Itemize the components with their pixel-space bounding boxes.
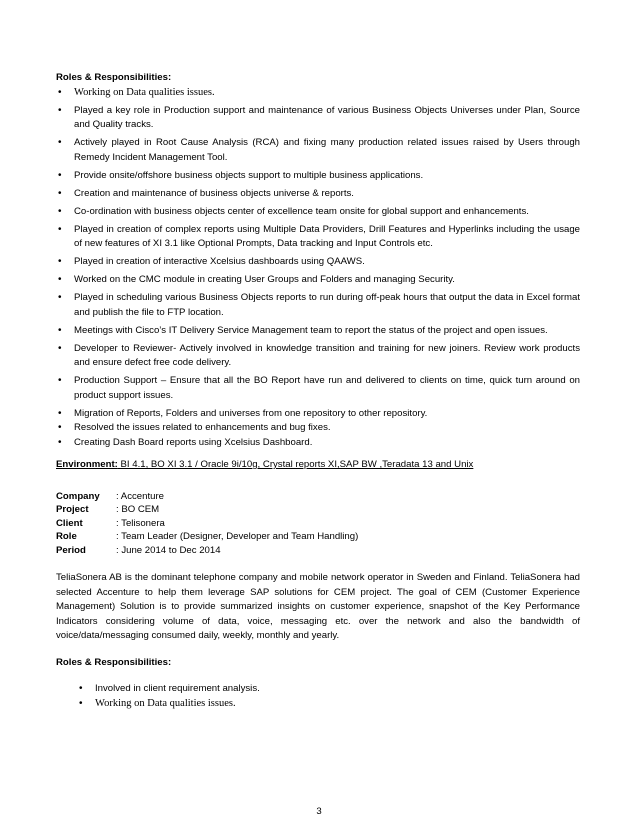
- list-item-text: Played in creation of interactive Xcelsius dashboards using QAAWS.: [74, 256, 365, 267]
- list-item-text: Creating Dash Board reports using Xcelsius Dashboard.: [74, 436, 313, 448]
- list-item: [56, 407, 580, 422]
- list-item-text: Played in creation of complex reports using Multiple Data Providers, Drill Features and Hyperlinks including the usage of new features of XI 3.1 like Optional Prompts, Data tracking and Input Controls etc.: [74, 223, 580, 249]
- bullet-icon: •: [58, 137, 62, 148]
- bullet-icon: •: [58, 205, 62, 217]
- list-item-text: Migration of Reports, Folders and universes from one repository to other repository.: [74, 407, 428, 419]
- list-item-text: Played in scheduling various Business Objects reports to run during off-peak hours that output the data in Excel format and publish the file to FTP location.: [74, 292, 580, 318]
- info-row: [56, 530, 580, 544]
- list-item: [77, 682, 580, 697]
- list-item: [56, 136, 580, 165]
- environment-label: Environment:: [56, 459, 118, 470]
- bullet-icon: •: [58, 292, 62, 303]
- list-item: [56, 86, 580, 101]
- list-item-text: Production Support – Ensure that all the BO Report have run and delivered to clients on time, quick turn around on product support issues.: [74, 375, 580, 401]
- list-item: [56, 187, 580, 202]
- environment-value: BI 4.1, BO XI 3.1 / Oracle 9i/10g, Crystal reports XI,SAP BW ,Teradata 13 and Unix: [117, 459, 474, 470]
- list-item: [56, 104, 580, 133]
- list-item: [56, 436, 580, 451]
- bullet-icon: •: [58, 422, 62, 433]
- project-description: TeliaSonera AB is the dominant telephone company and mobile network operator in Sweden and Finland. TeliaSonera had selected Accenture to help them leverage SAP solutions for CEM project. The goal of CEM (Customer Experience Management) Solution is to provide summarized insights on customer experience, snapshot of the Key Performance Indicators considering volume of data, voice, messaging etc. over the network and also the bandwidth of voice/data/messaging consumed daily, weekly, monthly and yearly.: [56, 572, 580, 642]
- list-item: [56, 421, 580, 436]
- project-info: [56, 490, 580, 558]
- info-key: Role: [56, 531, 77, 543]
- bullet-icon: •: [58, 256, 62, 267]
- info-row: [56, 503, 580, 517]
- info-value: : June 2014 to Dec 2014: [116, 544, 221, 556]
- list-item-text: Worked on the CMC module in creating User Groups and Folders and managing Security.: [74, 274, 455, 285]
- list-item: [56, 223, 580, 252]
- info-row: [56, 544, 580, 558]
- list-item: [77, 697, 580, 712]
- roles-heading: Roles & Responsibilities:: [56, 72, 172, 83]
- list-item: [56, 324, 580, 339]
- info-key: Company: [56, 490, 100, 502]
- list-item: [56, 255, 580, 270]
- list-item-text: Meetings with Cisco’s IT Delivery Service Management team to report the status of the project and open issues.: [74, 324, 548, 336]
- bullet-icon: •: [58, 407, 62, 419]
- info-row: [56, 490, 580, 504]
- bullet-icon: •: [58, 86, 62, 98]
- list-item-text: Involved in client requirement analysis.: [95, 683, 260, 695]
- bullet-icon: •: [58, 274, 62, 285]
- list-item: [56, 291, 580, 320]
- info-value: : Accenture: [116, 490, 164, 502]
- list-item-text: Provide onsite/offshore business objects support to multiple business applications.: [74, 169, 424, 181]
- bullet-icon: •: [58, 342, 62, 354]
- info-row: [56, 517, 580, 531]
- bullet-icon: •: [79, 697, 83, 709]
- list-item-text: Working on Data qualities issues.: [95, 697, 236, 709]
- environment-line: [56, 458, 580, 473]
- list-item-text: Co-ordination with business objects center of excellence team onsite for global support and enhancements.: [74, 205, 529, 217]
- list-item-text: Played a key role in Production support and maintenance of various Business Objects Universes under Plan, Source and Quality tracks.: [74, 104, 580, 130]
- bullet-icon: •: [58, 104, 62, 116]
- list-item: [56, 374, 580, 403]
- info-key: Client: [56, 517, 83, 529]
- page-content: [56, 71, 580, 711]
- list-item: [56, 169, 580, 184]
- list-item: [56, 342, 580, 371]
- info-value: : BO CEM: [116, 504, 160, 516]
- bullet-icon: •: [58, 187, 62, 199]
- roles-list: [56, 86, 580, 451]
- list-item-text: Working on Data qualities issues.: [74, 86, 215, 98]
- page-number: 3: [316, 806, 322, 817]
- list-item: [56, 273, 580, 288]
- info-key: Project: [56, 504, 89, 516]
- roles-heading-2: Roles & Responsibilities:: [56, 656, 172, 668]
- info-key: Period: [56, 544, 86, 556]
- bullet-icon: •: [58, 375, 62, 386]
- roles-list-2: [56, 682, 580, 711]
- list-item-text: Resolved the issues related to enhancements and bug fixes.: [74, 422, 331, 433]
- info-value: : Team Leader (Designer, Developer and Team Handling): [116, 531, 359, 543]
- bullet-icon: •: [58, 223, 62, 235]
- info-value: : Telisonera: [116, 517, 165, 529]
- bullet-icon: •: [58, 324, 62, 336]
- list-item-text: Developer to Reviewer- Actively involved in knowledge transition and training for new joiners. Review work products and ensure defect free code delivery.: [74, 342, 580, 368]
- bullet-icon: •: [58, 169, 62, 181]
- list-item-text: Actively played in Root Cause Analysis (RCA) and fixing many production related issues raised by Users through Remedy Incident Management Tool.: [74, 137, 580, 163]
- bullet-icon: •: [58, 436, 62, 448]
- bullet-icon: •: [79, 683, 83, 695]
- list-item-text: Creation and maintenance of business objects universe & reports.: [74, 187, 354, 199]
- list-item: [56, 205, 580, 220]
